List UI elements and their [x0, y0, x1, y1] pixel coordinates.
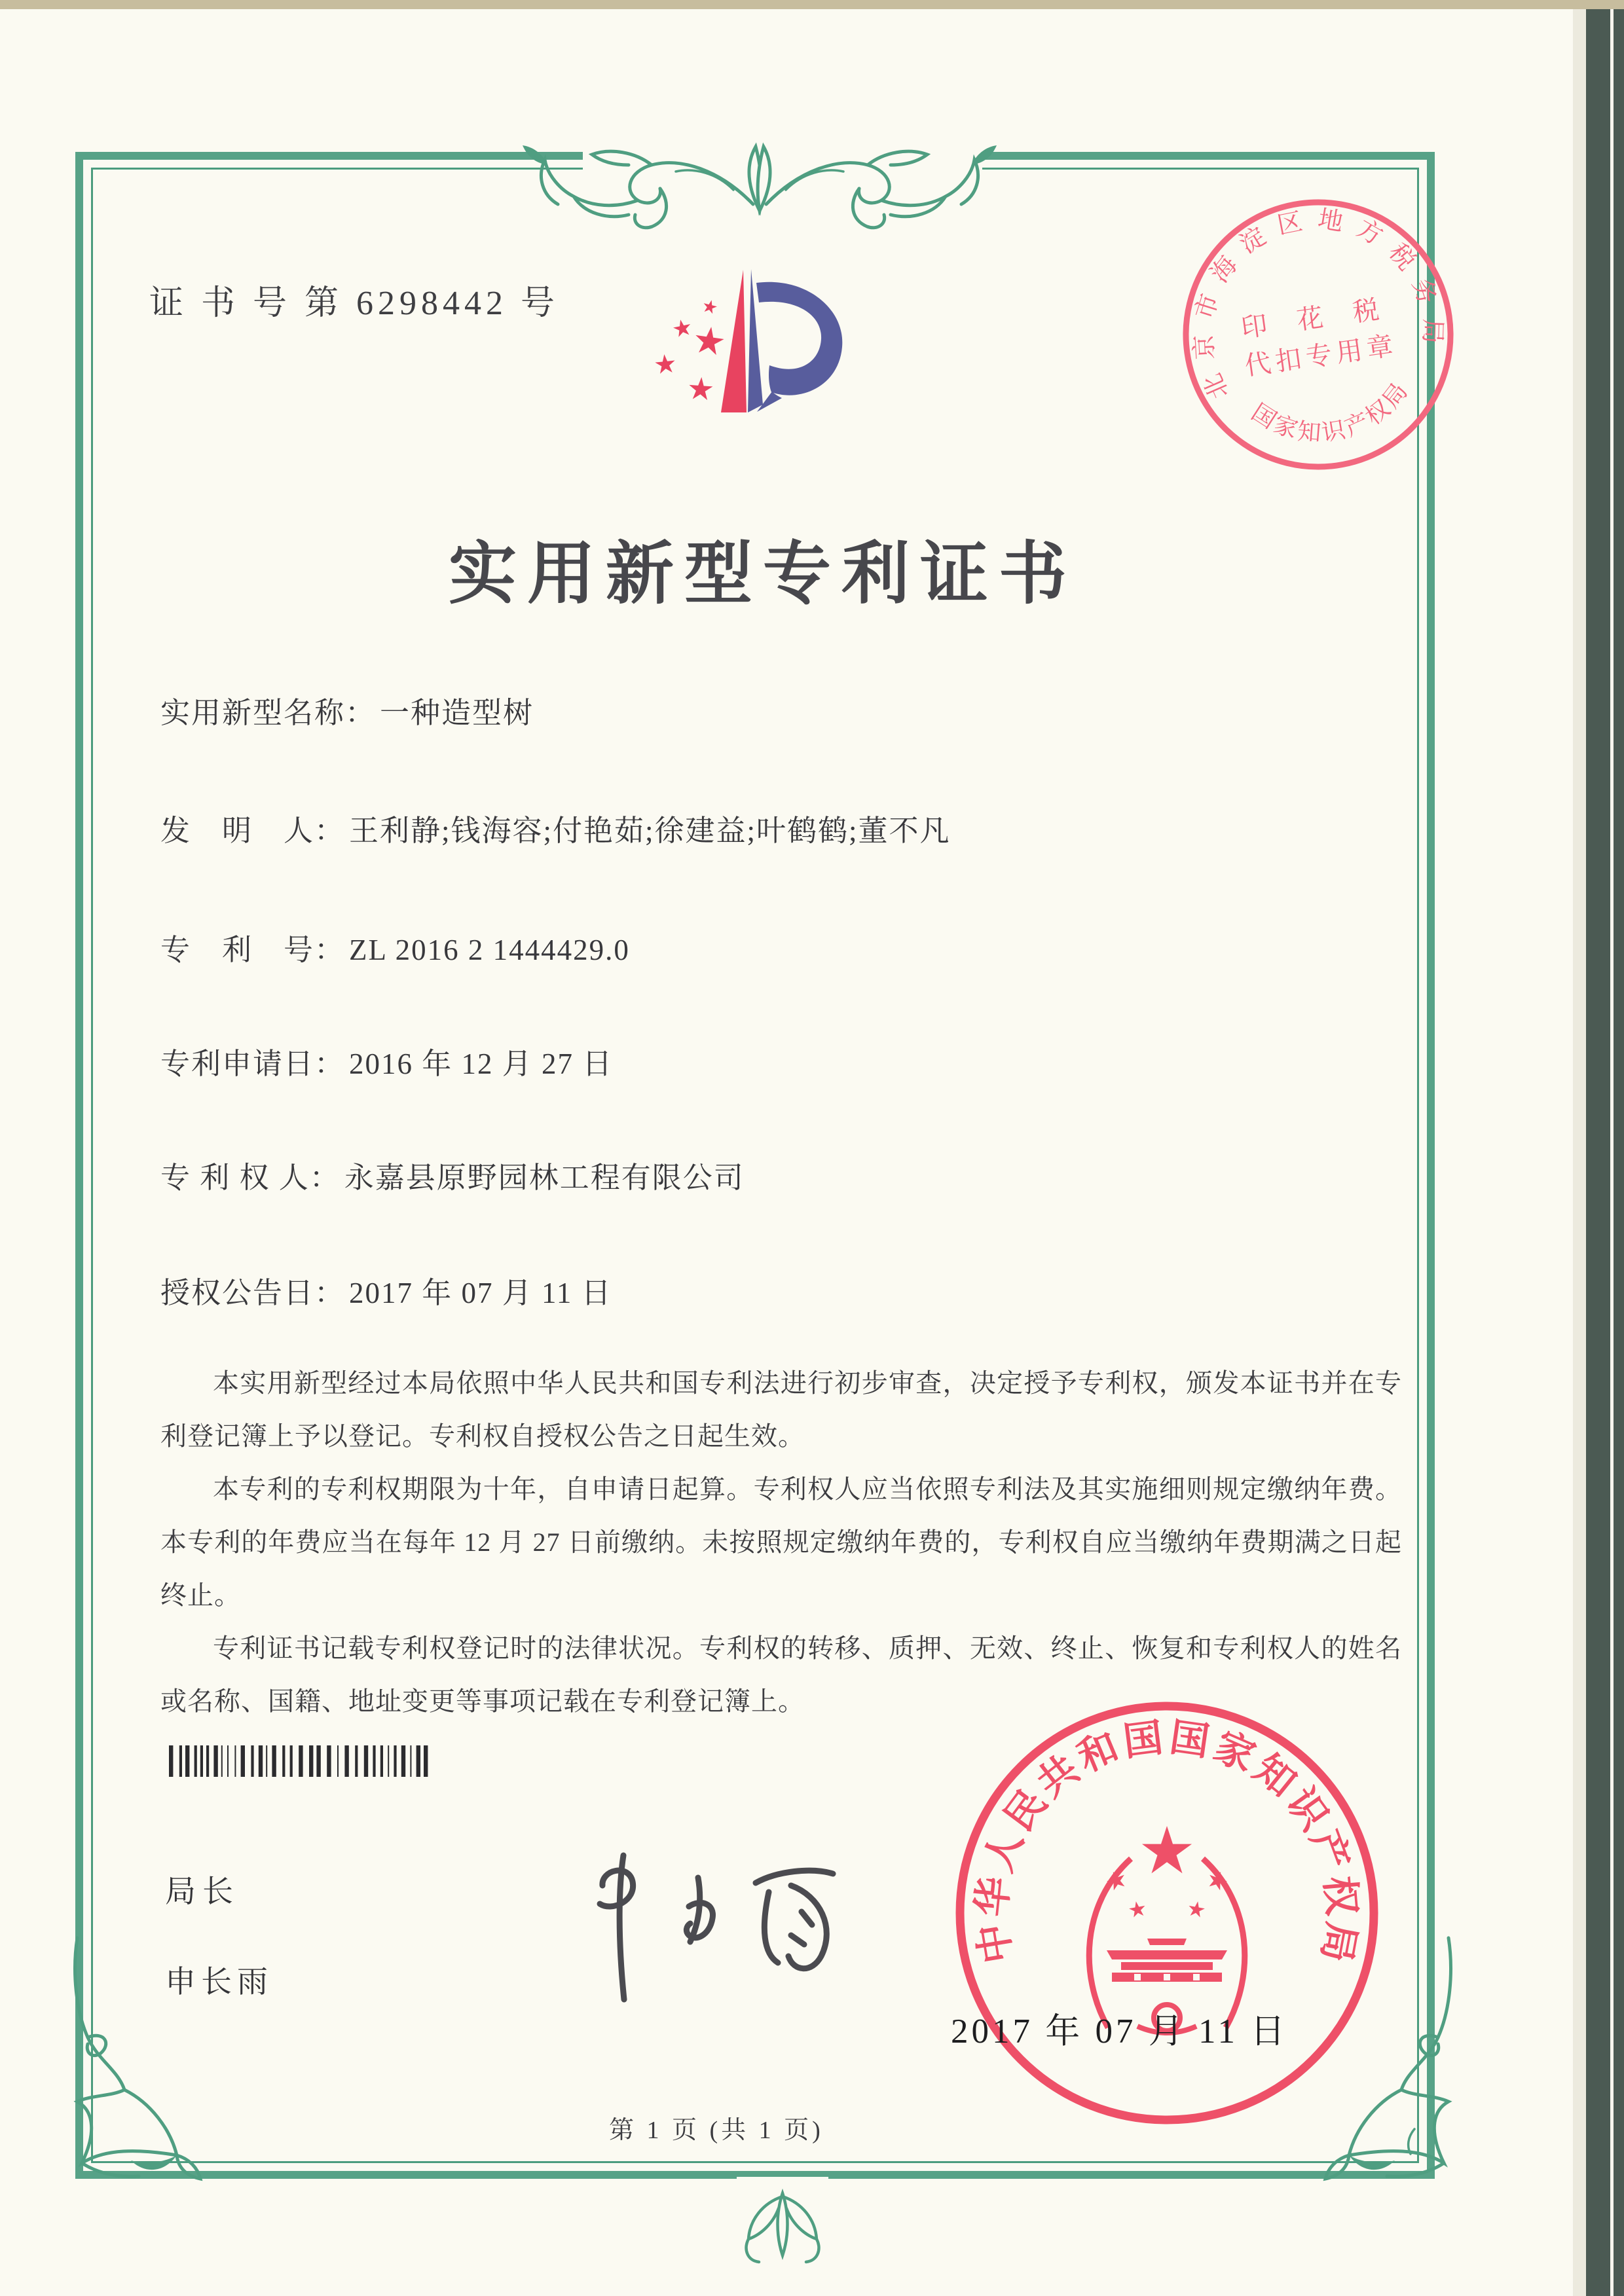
- field-value: 王利静;钱海容;付艳茹;徐建益;叶鹤鹤;董不凡: [349, 814, 951, 847]
- national-emblem-icon: [1089, 1826, 1245, 2033]
- field-patentee: [160, 1154, 1405, 1196]
- field-label: 专利申请日：: [160, 1048, 346, 1080]
- field-grant-date: [160, 1269, 1405, 1311]
- field-value: 永嘉县原野园林工程有限公司: [344, 1161, 745, 1194]
- seal-date: 2017 年 07 月 11 日: [951, 2013, 1289, 2050]
- field-label: 专 利 权 人：: [160, 1161, 341, 1194]
- scan-right-band: [1586, 0, 1624, 2296]
- field-label: 发 明 人：: [160, 814, 346, 847]
- field-value: ZL 2016 2 1444429.0: [349, 934, 630, 966]
- cnipa-seal: [941, 1687, 1393, 2139]
- cnipa-seal-ring-text: 中华人民共和国国家知识产权局: [970, 1715, 1364, 1969]
- field-patent-number: [160, 926, 1405, 968]
- field-value: 2017 年 07 月 11 日: [349, 1277, 612, 1309]
- scan-right-sliver: [1610, 0, 1614, 2296]
- bottom-center-ornament-icon: [710, 2157, 855, 2288]
- legal-paragraphs: [160, 1357, 1402, 1728]
- field-value: 2016 年 12 月 27 日: [349, 1048, 614, 1080]
- scan-right-gap: [1573, 0, 1586, 2296]
- certificate-title: 实用新型专利证书: [448, 537, 1077, 612]
- field-label: 专 利 号：: [160, 934, 346, 966]
- stamp-tax-arc-top: 北京市海淀区地方税务局: [1189, 205, 1447, 403]
- field-utility-model-name: [160, 689, 1405, 731]
- paragraph-grant-statement: 本实用新型经过本局依照中华人民共和国专利法进行初步审查，决定授予专利权，颁发本证书并在专利登记簿上予以登记。专利权自授权公告之日起生效。: [160, 1368, 1402, 1451]
- cnipa-logo-icon: [647, 261, 857, 421]
- stamp-tax-center-line2: 代扣专用章: [1243, 330, 1400, 381]
- paragraph-term-and-fees: 本专利的专利权期限为十年，自申请日起算。专利权人应当依照专利法及其实施细则规定缴纳年费。本专利的年费应当在每年 12 月 27 日前缴纳。未按照规定缴纳年费的，专利权自应当缴纳年费期满之日起终止。: [160, 1474, 1402, 1610]
- svg-text:北京市海淀区地方税务局: [1173, 189, 1454, 405]
- certificate-number: 证 书 号 第 6298442 号: [149, 285, 560, 322]
- field-label: 授权公告日：: [160, 1277, 346, 1309]
- stamp-tax-center-line1: 印 花 税: [1239, 293, 1393, 344]
- field-value: 一种造型树: [380, 697, 534, 729]
- scan-top-strip: [0, 0, 1624, 9]
- field-inventors: [160, 807, 1405, 849]
- paragraph-register-statement: 专利证书记载专利权登记时的法律状况。专利权的转移、质押、无效、终止、恢复和专利权人的姓名或名称、国籍、地址变更等事项记载在专利登记簿上。: [160, 1633, 1402, 1716]
- stamp-tax-arc-bottom: 国家知识产权局: [1247, 376, 1414, 446]
- barcode: [169, 1745, 435, 1778]
- director-name: 申长雨: [165, 1965, 273, 1999]
- field-label: 实用新型名称：: [160, 697, 377, 729]
- stamp-tax-seal: [1174, 191, 1462, 479]
- director-title: 局长: [165, 1875, 240, 1909]
- field-filing-date: [160, 1040, 1405, 1082]
- top-scroll-ornament-icon: [485, 92, 1035, 288]
- page-number: 第 1 页 (共 1 页): [609, 2117, 824, 2144]
- director-signature-icon: [561, 1844, 875, 2014]
